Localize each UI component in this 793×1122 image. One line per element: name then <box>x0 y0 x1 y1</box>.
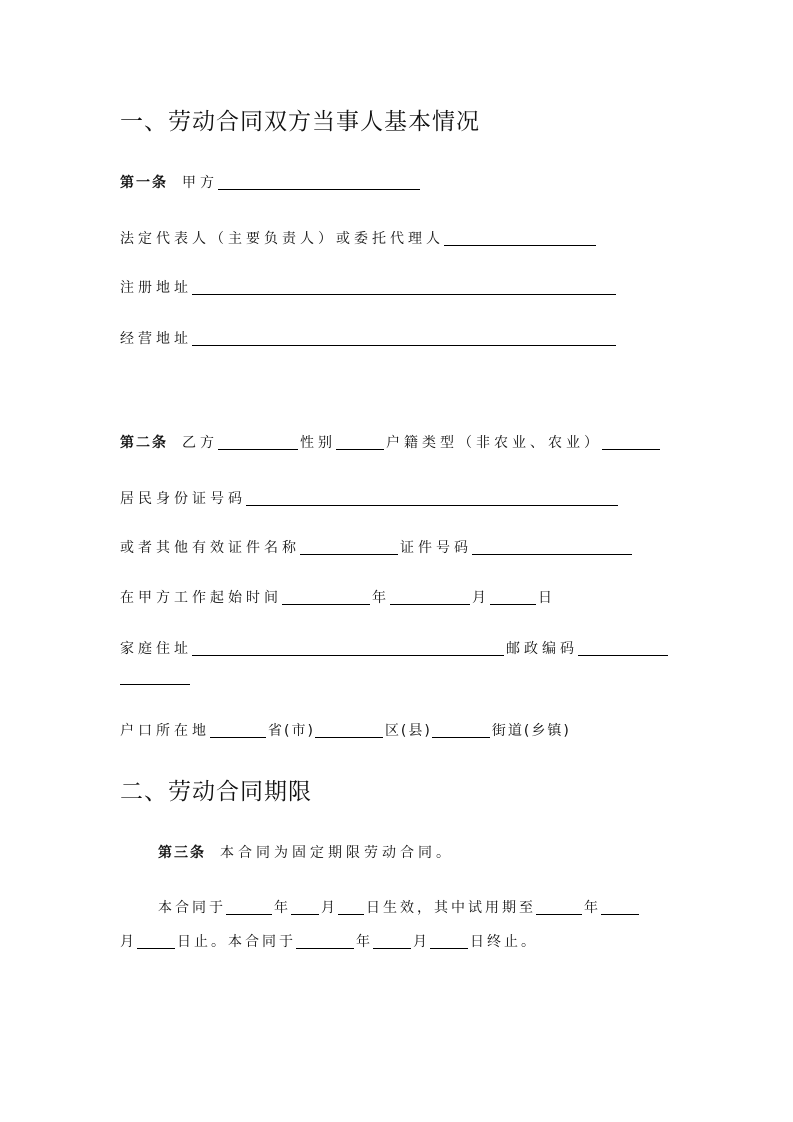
hukou-loc-label: 户口所在地 <box>120 723 210 739</box>
legal-rep-label: 法定代表人（主要负责人）或委托代理人 <box>120 231 444 247</box>
postcode-field[interactable] <box>578 639 668 656</box>
hukou-type-field[interactable] <box>602 433 660 450</box>
art1-label: 第一条 <box>120 175 168 191</box>
biz-addr-field[interactable] <box>192 329 616 346</box>
probation-day-field[interactable] <box>137 932 175 949</box>
term-para-line1 <box>158 895 641 917</box>
hukou-type-label: 户籍类型（非农业、农业） <box>386 435 602 451</box>
id-number-row <box>120 486 620 508</box>
terminate-year-field[interactable] <box>296 932 354 949</box>
district-field[interactable] <box>315 721 383 738</box>
legal-rep-row <box>120 226 598 248</box>
postcode-label: 邮政编码 <box>506 641 578 657</box>
reg-addr-row <box>120 275 618 297</box>
probation-year-field[interactable] <box>536 898 582 915</box>
probation-month-label: 月 <box>120 934 137 950</box>
reg-addr-label: 注册地址 <box>120 280 192 296</box>
art1-party-a-row <box>120 170 422 192</box>
effective-month-label: 月 <box>321 900 338 916</box>
district-label: 区(县) <box>384 723 432 739</box>
province-label: 省(市) <box>268 723 315 739</box>
start-year-field[interactable] <box>282 588 370 605</box>
party-a-label: 甲方 <box>182 175 218 191</box>
probation-year-label: 年 <box>584 900 601 916</box>
effective-day-field[interactable] <box>338 898 364 915</box>
start-day-field[interactable] <box>490 588 536 605</box>
postcode-field-continuation[interactable] <box>120 684 190 685</box>
id-number-field[interactable] <box>246 489 618 506</box>
art3-label: 第三条 <box>158 845 206 861</box>
other-cert-field[interactable] <box>300 538 398 555</box>
probation-end-text: 日止。本合同于 <box>177 934 296 950</box>
section2-title: 二、劳动合同期限 <box>120 779 312 805</box>
probation-month-field[interactable] <box>601 898 639 915</box>
biz-addr-label: 经营地址 <box>120 331 192 347</box>
effective-text: 日生效，其中试用期至 <box>366 900 536 916</box>
start-day-label: 日 <box>538 590 556 606</box>
id-number-label: 居民身份证号码 <box>120 491 246 507</box>
terminate-day-field[interactable] <box>430 932 468 949</box>
gender-label: 性别 <box>300 435 336 451</box>
other-cert-label: 或者其他有效证件名称 <box>120 540 300 556</box>
home-addr-label: 家庭住址 <box>120 641 192 657</box>
art3-row <box>158 840 454 862</box>
terminate-month-label: 月 <box>413 934 430 950</box>
home-addr-field[interactable] <box>192 639 504 656</box>
street-field[interactable] <box>432 721 490 738</box>
terminate-text: 日终止。 <box>470 934 538 950</box>
reg-addr-field[interactable] <box>192 278 616 295</box>
cert-number-label: 证件号码 <box>400 540 472 556</box>
party-a-field[interactable] <box>218 173 420 190</box>
start-work-row <box>120 585 556 607</box>
home-addr-row <box>120 636 670 658</box>
biz-addr-row <box>120 326 618 348</box>
start-month-label: 月 <box>472 590 490 606</box>
art3-text: 本合同为固定期限劳动合同。 <box>220 845 454 861</box>
start-work-label: 在甲方工作起始时间 <box>120 590 282 606</box>
effective-year-label: 年 <box>274 900 291 916</box>
terminate-month-field[interactable] <box>373 932 411 949</box>
term-para-line2 <box>120 929 538 951</box>
gender-field[interactable] <box>336 433 384 450</box>
province-field[interactable] <box>210 721 266 738</box>
cert-number-field[interactable] <box>472 538 632 555</box>
effective-month-field[interactable] <box>291 898 319 915</box>
art2-label: 第二条 <box>120 435 168 451</box>
art2-party-b-row <box>120 430 662 452</box>
hukou-loc-row <box>120 718 571 740</box>
term-intro: 本合同于 <box>158 900 226 916</box>
start-month-field[interactable] <box>390 588 470 605</box>
street-label: 街道(乡镇) <box>491 723 571 739</box>
effective-year-field[interactable] <box>226 898 272 915</box>
start-year-label: 年 <box>372 590 390 606</box>
terminate-year-label: 年 <box>356 934 373 950</box>
party-b-field[interactable] <box>218 433 298 450</box>
party-b-label: 乙方 <box>182 435 218 451</box>
legal-rep-field[interactable] <box>444 229 596 246</box>
other-cert-row <box>120 535 634 557</box>
section1-title: 一、劳动合同双方当事人基本情况 <box>120 109 480 135</box>
